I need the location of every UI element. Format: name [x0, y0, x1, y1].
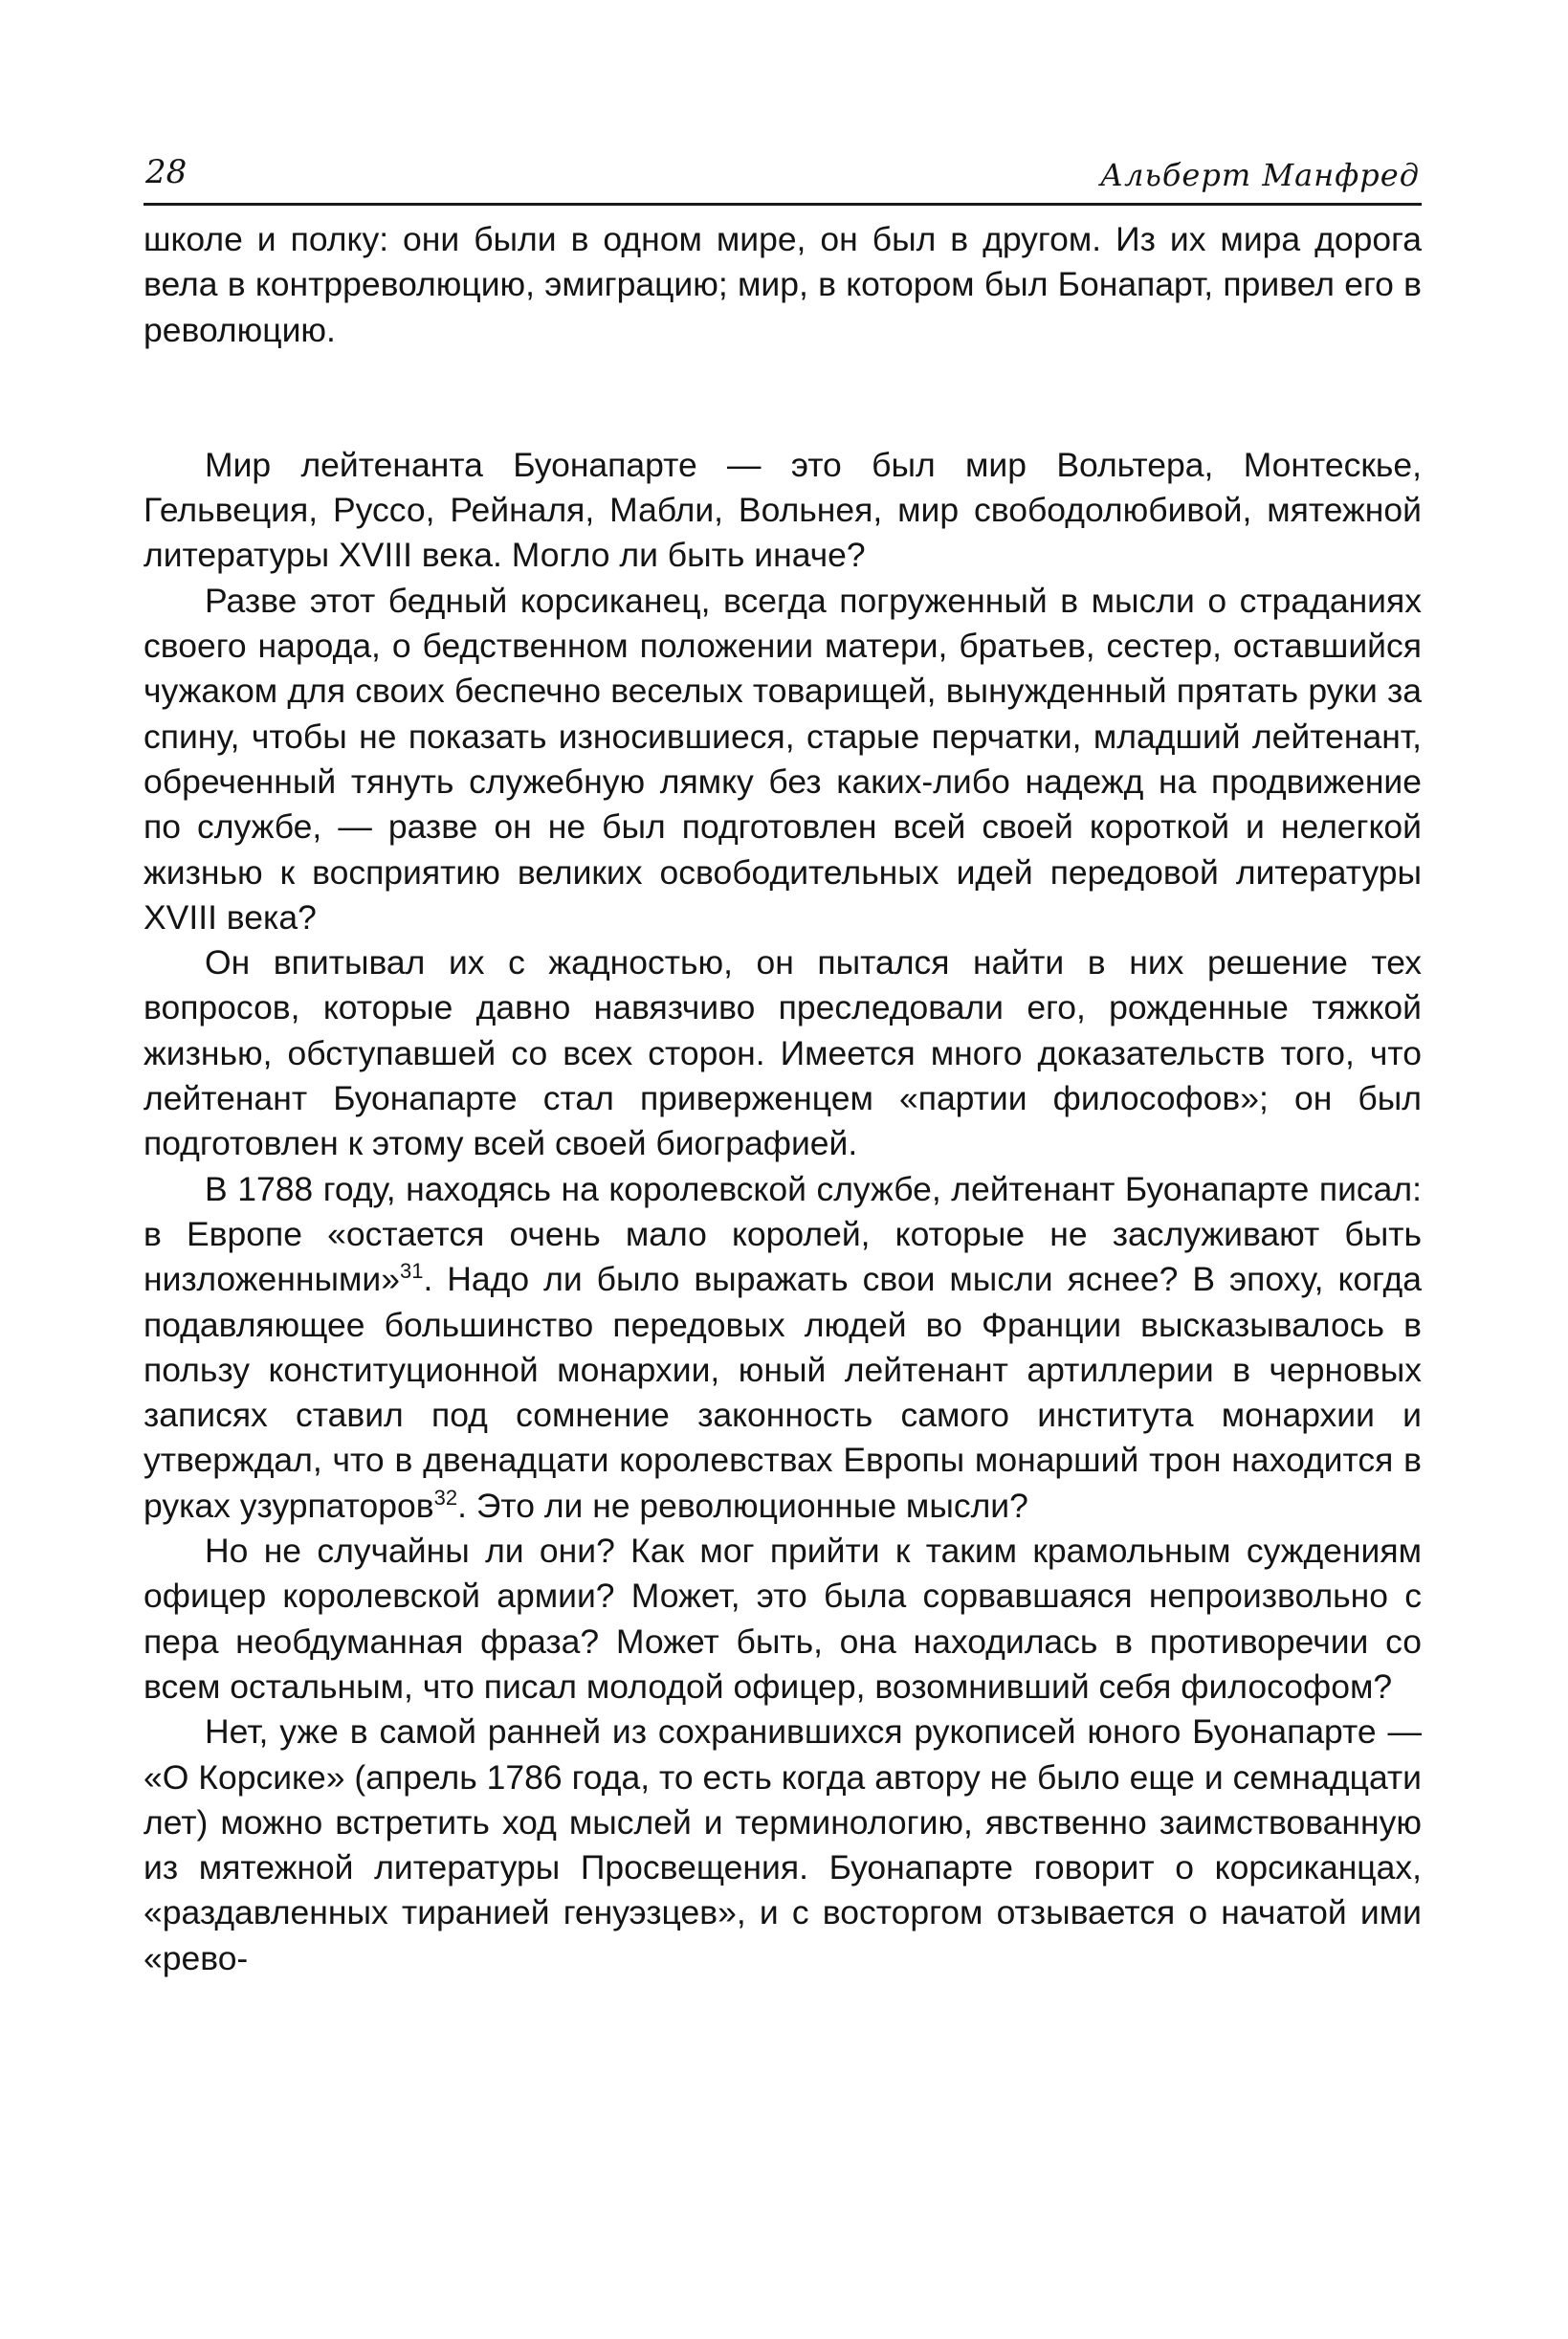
- page-number: 28: [145, 153, 188, 191]
- running-title: Альберт Манфред: [1099, 157, 1420, 193]
- paragraph: Он впитывал их с жадностью, он пытался найти в них решение тех вопросов, которые давно навязчиво преследовали его, рожденные тяжкой жизнью, обступавшей со всех сторон. Имеется много доказательств того, что лейтенант Буонапарте стал приверженцем «партии философов»; он был подготовлен к этому всей своей биографией.: [144, 943, 1422, 1163]
- footnote-reference: 31: [399, 1259, 424, 1284]
- running-head: [144, 143, 1422, 206]
- paragraph: Но не случайны ли они? Как мог прийти к таким крамольным суждениям офицер королевской армии? Может, это была сорвавшаяся непроизвольно с пера необдуманная фраза? Может быть, она находилась в противоречии со всем остальным, что писал молодой офицер, возомнивший себя философом?: [144, 1532, 1422, 1706]
- book-page: [144, 143, 1422, 1981]
- paragraph-continuation: школе и полку: они были в одном мире, он был в другом. Из их мира дорога вела в контрреволюцию, эмиграцию; мир, в котором был Бонапарт, привел его в революцию.: [144, 220, 1422, 349]
- paragraph: Мир лейтенанта Буонапарте — это был мир Вольтера, Монтескье, Гельвеция, Руссо, Рейналя, Мабли, Вольнея, мир свободолюбивой, мятежной литературы XVIII века. Могло ли быть иначе?: [144, 445, 1422, 575]
- paragraph: [144, 1167, 1422, 1529]
- paragraph-text: . Надо ли было выражать свои мысли яснее? В эпоху, когда подавляющее большинство передовых людей во Франции высказывалось в пользу конституционной монархии, юный лейтенант артиллерии в черновых записях ставил под сомнение законность самого института монархии и утверждал, что в двенадцати королевствах Европы монарший трон находится в руках узурпаторов: [144, 1260, 1422, 1525]
- paragraph: Разве этот бедный корсиканец, всегда погруженный в мысли о страданиях своего народа, о бедственном положении матери, братьев, сестер, оставшийся чужаком для своих беспечно веселых товарищей, вынужденный прятать руки за спину, чтобы не показать износившиеся, старые перчатки, младший лейтенант, обреченный тянуть служебную лямку без каких-либо надежд на продвижение по службе, — разве он не был подготовлен всей своей короткой и нелегкой жизнью к восприятию великих освободительных идей передовой литературы XVIII века?: [144, 581, 1422, 937]
- paragraph-text: . Это ли не революционные мысли?: [457, 1486, 1028, 1525]
- body-text: [144, 217, 1422, 1981]
- paragraph: Нет, уже в самой ранней из сохранившихся рукописей юного Буонапарте — «О Корсике» (апрель 1786 года, то есть когда автору не было еще и семнадцати лет) можно встретить ход мыслей и терминологию, явственно заимствованную из мятежной литературы Просвещения. Буонапарте говорит о корсиканцах, «раздавленных тиранией генуэзцев», и с восторгом отзывается о начатой ими «рево-: [144, 1712, 1422, 1977]
- paragraph-text: В 1788 году, находясь на королевской службе, лейтенант Буонапарте писал: в Европе «остается очень мало королей, которые не заслуживают быть низложенными»: [144, 1169, 1422, 1299]
- footnote-reference: 32: [433, 1485, 458, 1510]
